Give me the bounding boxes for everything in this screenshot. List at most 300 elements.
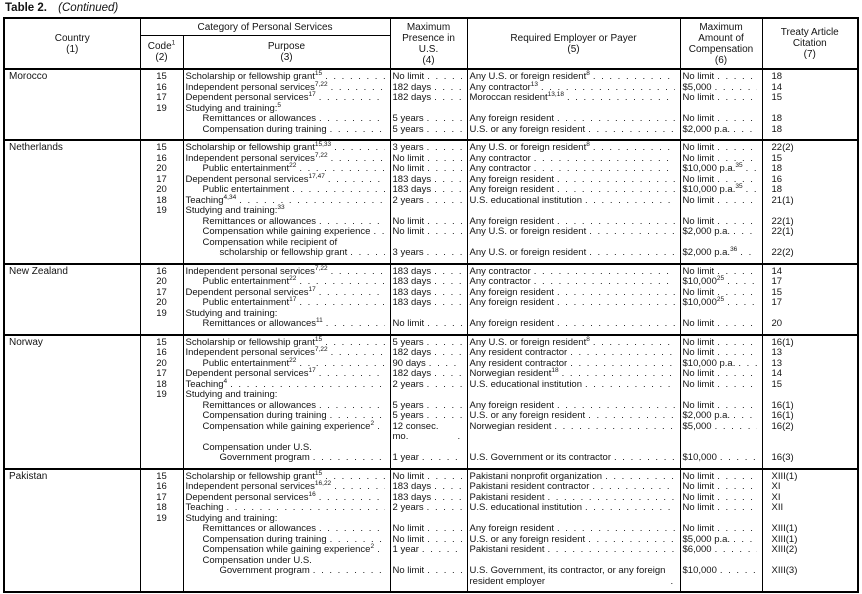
- presence-text: 182 days: [392, 92, 432, 103]
- dot-leader: [331, 83, 385, 94]
- compensation-cell: [680, 206, 762, 217]
- compensation-cell: [680, 182, 762, 196]
- employer-text: U.S. or any foreign resident: [469, 410, 586, 421]
- dot-leader: [671, 577, 675, 588]
- employer-text: Any foreign resident: [469, 297, 555, 308]
- purpose-text: Compensation while recipient of: [202, 236, 338, 248]
- header-country-num: (1): [66, 43, 79, 55]
- presence-cell: [390, 535, 467, 546]
- purpose-text: Public entertainment: [202, 184, 290, 195]
- purpose-text: Government program: [219, 452, 310, 463]
- purpose-text: Compensation while gaining experience: [202, 226, 371, 237]
- purpose-cell: [183, 542, 390, 556]
- dot-leader: [422, 545, 462, 556]
- presence-cell: [390, 369, 467, 380]
- presence-text: 182 days: [392, 347, 432, 358]
- country-section: [4, 469, 858, 593]
- dot-leader: [557, 114, 675, 125]
- dot-leader: [592, 482, 674, 493]
- treaty-value: 13: [762, 348, 858, 359]
- employer-cell: [467, 164, 680, 175]
- purpose-text: Remittances or allowances: [202, 523, 317, 534]
- employer-text: Pakistani nonprofit organization: [469, 470, 603, 482]
- dot-leader: [319, 401, 384, 412]
- treaty-value: 22(2): [762, 140, 858, 154]
- dot-leader: [427, 164, 461, 175]
- code-value: [140, 411, 183, 422]
- header-compensation: [680, 18, 762, 69]
- dot-leader: [427, 227, 461, 238]
- dot-leader: [567, 93, 675, 104]
- code-value: [140, 535, 183, 546]
- code-value: [140, 556, 183, 567]
- dot-leader: [593, 143, 675, 154]
- employer-cell: [467, 366, 680, 380]
- purpose-text: Independent personal services$^{7,22}$: [185, 151, 328, 164]
- dot-leader: [319, 493, 385, 504]
- compensation-text: No limit: [682, 368, 715, 379]
- presence-cell: [390, 125, 467, 141]
- compensation-text: No limit: [682, 71, 715, 82]
- dot-leader: [588, 411, 674, 422]
- code-value: 19: [140, 514, 183, 525]
- presence-text: No limit: [392, 226, 425, 237]
- presence-text: No limit: [392, 470, 425, 482]
- dot-leader: [738, 359, 756, 370]
- compensation-cell: [680, 196, 762, 207]
- employer-text: Any contractor: [469, 276, 531, 287]
- treaty-value: XIII(3): [762, 566, 858, 592]
- purpose-cell: [183, 69, 390, 83]
- purpose-text: Compensation under U.S.: [202, 554, 312, 566]
- presence-text: No limit: [392, 152, 425, 164]
- presence-text: 183 days: [392, 173, 432, 185]
- treaty-value: 16(1): [762, 401, 858, 412]
- purpose-text: Public entertainment$^{22}$: [202, 161, 297, 174]
- header-country-label: Country: [54, 32, 90, 44]
- code-value: 18: [140, 196, 183, 207]
- presence-cell: [390, 380, 467, 391]
- dot-leader: [727, 277, 756, 288]
- purpose-text: Public entertainment$^{17}$: [202, 295, 297, 308]
- code-value: 19: [140, 309, 183, 320]
- treaty-value: 22(1): [762, 227, 858, 238]
- dot-leader: [334, 143, 384, 154]
- purpose-cell: [183, 114, 390, 125]
- dot-leader: [313, 566, 385, 577]
- purpose-cell: [183, 161, 390, 175]
- dot-leader: [717, 380, 756, 391]
- treaty-value: 15: [762, 93, 858, 104]
- treaty-value: 14: [762, 83, 858, 94]
- code-value: [140, 566, 183, 592]
- presence-cell: [390, 503, 467, 514]
- purpose-cell: [183, 90, 390, 104]
- header-employer-num: (5): [567, 43, 580, 55]
- country-section: [4, 335, 858, 469]
- employer-text: Any foreign resident: [469, 523, 555, 534]
- compensation-text: No limit: [682, 92, 715, 103]
- compensation-text: $10,000$^{25}$: [682, 295, 725, 308]
- compensation-text: No limit: [682, 318, 715, 329]
- employer-text: U.S. educational institution: [469, 194, 582, 206]
- compensation-cell: [680, 380, 762, 391]
- dot-leader: [557, 524, 675, 535]
- compensation-text: No limit: [682, 152, 715, 164]
- code-value: [140, 319, 183, 335]
- purpose-text: Public entertainment$^{22}$: [202, 356, 297, 369]
- dot-leader: [589, 248, 674, 259]
- treaty-value: 17: [762, 277, 858, 288]
- purpose-text: Remittances or allowances: [202, 399, 317, 411]
- presence-text: 183 days: [392, 265, 432, 277]
- code-value: [140, 545, 183, 556]
- code-value: 16: [140, 264, 183, 278]
- compensation-text: No limit: [682, 523, 715, 534]
- dot-leader: [534, 277, 675, 288]
- table-row: [4, 69, 858, 83]
- dot-leader: [427, 535, 461, 546]
- treaty-value: XI: [762, 482, 858, 493]
- compensation-cell: [680, 274, 762, 288]
- presence-text: 183 days: [392, 297, 432, 308]
- code-value: 19: [140, 206, 183, 217]
- dot-leader: [319, 524, 384, 535]
- code-value: [140, 125, 183, 141]
- page-title: [5, 2, 859, 14]
- dot-leader: [330, 411, 385, 422]
- purpose-cell: [183, 479, 390, 493]
- treaty-value: XIII(1): [762, 469, 858, 483]
- dot-leader: [313, 453, 385, 464]
- treaty-value: 20: [762, 319, 858, 335]
- treaty-table: [3, 17, 859, 593]
- compensation-cell: [680, 140, 762, 154]
- purpose-text: Scholarship or fellowship grant$^{15,33}$: [185, 140, 332, 153]
- employer-text: Pakistani resident: [469, 491, 545, 503]
- treaty-value: XIII(2): [762, 545, 858, 556]
- compensation-text: No limit: [682, 113, 715, 124]
- employer-text: Any contractor: [469, 163, 531, 174]
- compensation-cell: [680, 295, 762, 309]
- dot-leader: [427, 143, 462, 154]
- presence-cell: [390, 140, 467, 154]
- presence-text: 182 days: [392, 81, 432, 93]
- compensation-cell: [680, 125, 762, 141]
- presence-text: 2 years: [392, 502, 424, 513]
- purpose-cell: [183, 411, 390, 422]
- compensation-cell: [680, 469, 762, 483]
- dot-leader: [534, 154, 675, 165]
- code-value: 20: [140, 359, 183, 370]
- compensation-text: No limit: [682, 470, 715, 482]
- employer-text: U.S. educational institution: [469, 502, 582, 513]
- purpose-cell: [183, 566, 390, 592]
- presence-text: 2 years: [392, 378, 424, 390]
- employer-cell: [467, 206, 680, 217]
- treaty-value: XIII(1): [762, 524, 858, 535]
- presence-cell: [390, 164, 467, 175]
- header-employer-label: Required Employer or Payer: [510, 32, 637, 44]
- compensation-text: No limit: [682, 286, 715, 298]
- employer-text: U.S. Government, its contractor, or any foreign resident employer: [469, 565, 666, 587]
- dot-leader: [585, 196, 675, 207]
- employer-cell: [467, 140, 680, 154]
- dot-leader: [422, 453, 462, 464]
- code-value: 17: [140, 369, 183, 380]
- treaty-value: 21(1): [762, 196, 858, 207]
- dot-leader: [330, 535, 385, 546]
- dot-leader: [715, 545, 757, 556]
- employer-text: Any U.S. or foreign resident$^8$: [469, 140, 590, 153]
- employer-cell: [467, 380, 680, 391]
- dot-leader: [434, 298, 461, 309]
- compensation-text: No limit: [682, 173, 715, 185]
- dot-leader: [377, 422, 384, 433]
- employer-text: Any foreign resident: [469, 215, 555, 227]
- purpose-text: Compensation while gaining experience$^2$: [202, 419, 375, 432]
- compensation-cell: [680, 566, 762, 592]
- code-value: 20: [140, 185, 183, 196]
- employer-cell: [467, 114, 680, 125]
- dot-leader: [733, 535, 756, 546]
- header-compensation-label: Maximum Amount of Compensation: [688, 21, 754, 55]
- employer-cell: [467, 348, 680, 359]
- table-row: [4, 264, 858, 278]
- dot-leader: [434, 267, 461, 278]
- presence-text: No limit: [392, 523, 425, 534]
- employer-text: Any contractor$^{13}$: [469, 80, 538, 93]
- code-value: [140, 524, 183, 535]
- presence-cell: [390, 482, 467, 493]
- presence-text: 5 years: [392, 336, 424, 348]
- purpose-cell: [183, 366, 390, 380]
- compensation-cell: [680, 369, 762, 380]
- employer-cell: [467, 69, 680, 83]
- employer-cell: [467, 298, 680, 309]
- purpose-text: Remittances or allowances: [202, 215, 317, 227]
- dot-leader: [427, 411, 462, 422]
- header-treaty-num: (7): [803, 49, 816, 60]
- compensation-cell: [680, 535, 762, 546]
- presence-text: 2 years: [392, 194, 424, 206]
- treaty-value: XII: [762, 503, 858, 514]
- presence-text: 183 days: [392, 481, 432, 492]
- compensation-text: $10,000 p.a.$^{35}$: [682, 161, 743, 174]
- compensation-cell: [680, 245, 762, 264]
- header-presence-num: (4): [422, 54, 435, 66]
- dot-leader: [328, 175, 385, 186]
- presence-text: 183 days: [392, 276, 432, 287]
- employer-cell: [467, 227, 680, 238]
- employer-cell: [467, 185, 680, 196]
- presence-cell: [390, 227, 467, 238]
- country-name: Pakistan: [4, 469, 140, 593]
- presence-text: 90 days: [392, 357, 426, 369]
- dot-leader: [554, 422, 674, 433]
- employer-text: Any foreign resident: [469, 173, 555, 185]
- dot-leader: [299, 298, 384, 309]
- presence-text: No limit: [392, 71, 425, 82]
- dot-leader: [570, 348, 674, 359]
- code-value: 17: [140, 175, 183, 186]
- purpose-cell: [183, 419, 390, 443]
- compensation-cell: [680, 335, 762, 349]
- dot-leader: [434, 185, 461, 196]
- dot-leader: [715, 83, 757, 94]
- purpose-text: Dependent personal services$^{17,47}$: [185, 172, 325, 185]
- purpose-text: Scholarship or fellowship grant$^{15}$: [185, 335, 323, 348]
- country-section: [4, 140, 858, 264]
- dot-leader: [717, 482, 756, 493]
- dot-leader: [434, 93, 461, 104]
- compensation-text: $10,000: [682, 452, 717, 463]
- dot-leader: [733, 125, 756, 136]
- purpose-cell: [183, 125, 390, 141]
- header-treaty: [762, 18, 858, 69]
- dot-leader: [717, 338, 756, 349]
- purpose-text: Independent personal services$^{16,22}$: [185, 479, 332, 492]
- presence-text: No limit: [392, 533, 425, 545]
- presence-cell: [390, 422, 467, 443]
- employer-cell: [467, 319, 680, 335]
- purpose-text: Dependent personal services$^{17}$: [185, 90, 316, 103]
- purpose-cell: [183, 248, 390, 264]
- dot-leader: [326, 319, 385, 330]
- presence-cell: [390, 264, 467, 278]
- dot-leader: [427, 319, 461, 330]
- code-value: 15: [140, 140, 183, 154]
- compensation-cell: [680, 114, 762, 125]
- treaty-value: 16(1): [762, 335, 858, 349]
- dot-leader: [733, 227, 756, 238]
- dot-leader: [330, 125, 385, 136]
- dot-leader: [325, 72, 384, 83]
- dot-leader: [427, 248, 462, 259]
- code-value: 16: [140, 348, 183, 359]
- dot-leader: [534, 164, 675, 175]
- dot-leader: [588, 125, 674, 136]
- purpose-text: Compensation while gaining experience$^2$: [202, 542, 375, 555]
- table-continued-label: (Continued): [58, 2, 119, 14]
- purpose-text: Remittances or allowances$^{11}$: [202, 316, 323, 329]
- employer-text: Any resident contractor: [469, 357, 568, 369]
- treaty-value: 18: [762, 114, 858, 125]
- dot-leader: [585, 380, 675, 391]
- treaty-value: 16(1): [762, 411, 858, 422]
- dot-leader: [534, 267, 675, 278]
- presence-text: 3 years: [392, 247, 424, 258]
- compensation-text: $6,000: [682, 544, 712, 555]
- purpose-cell: [183, 453, 390, 469]
- dot-leader: [717, 93, 756, 104]
- code-value: [140, 227, 183, 238]
- presence-cell: [390, 411, 467, 422]
- presence-text: 1 year: [392, 452, 419, 463]
- code-value: 19: [140, 104, 183, 115]
- country-name: Netherlands: [4, 140, 140, 264]
- header-compensation-num: (6): [714, 54, 728, 66]
- compensation-text: No limit: [682, 265, 715, 277]
- employer-cell: [467, 469, 680, 483]
- treaty-value: XI: [762, 493, 858, 504]
- purpose-cell: [183, 316, 390, 335]
- compensation-text: No limit: [682, 336, 715, 348]
- compensation-text: No limit: [682, 142, 715, 153]
- country-name: Norway: [4, 335, 140, 469]
- employer-text: Any foreign resident: [469, 184, 555, 195]
- presence-cell: [390, 206, 467, 217]
- header-code-num: (2): [155, 52, 168, 63]
- presence-cell: [390, 185, 467, 196]
- dot-leader: [292, 185, 384, 196]
- presence-cell: [390, 453, 467, 469]
- treaty-value: 15: [762, 154, 858, 165]
- employer-text: Norwegian resident$^{18}$: [469, 366, 559, 379]
- purpose-cell: [183, 203, 390, 217]
- code-value: [140, 238, 183, 249]
- header-employer: [467, 18, 680, 69]
- employer-text: Any U.S. or foreign resident: [469, 247, 587, 258]
- presence-cell: [390, 114, 467, 125]
- purpose-text: Studying and training:$^5$: [185, 101, 282, 114]
- employer-text: U.S. educational institution: [469, 378, 582, 390]
- treaty-value: 18: [762, 164, 858, 175]
- dot-leader: [720, 453, 757, 464]
- dot-leader: [740, 248, 756, 259]
- compensation-text: No limit: [682, 399, 715, 411]
- table-row: [4, 140, 858, 154]
- presence-cell: [390, 556, 467, 567]
- dot-leader: [427, 196, 462, 207]
- employer-text: Any foreign resident: [469, 113, 555, 124]
- employer-text: Any U.S. or foreign resident$^8$: [469, 69, 590, 82]
- header-purpose: [183, 36, 390, 70]
- table-number: Table 2.: [5, 2, 47, 14]
- purpose-text: Studying and training:: [185, 389, 278, 400]
- dot-leader: [557, 319, 675, 330]
- purpose-text: Independent personal services$^{7,22}$: [185, 264, 328, 277]
- presence-text: No limit: [392, 318, 425, 329]
- dot-leader: [373, 227, 384, 238]
- employer-text: Any foreign resident: [469, 399, 555, 411]
- dot-leader: [746, 185, 757, 196]
- dot-leader: [331, 267, 385, 278]
- compensation-cell: [680, 482, 762, 493]
- treaty-value: 17: [762, 298, 858, 309]
- dot-leader: [593, 338, 675, 349]
- dot-leader: [427, 503, 462, 514]
- employer-text: Any foreign resident: [469, 318, 555, 329]
- code-value: 17: [140, 288, 183, 299]
- compensation-text: $5,000: [682, 420, 712, 432]
- treaty-value: 22(1): [762, 217, 858, 228]
- header-category: Category of Personal Services: [140, 18, 390, 36]
- treaty-value: [762, 390, 858, 401]
- presence-cell: [390, 335, 467, 349]
- compensation-text: $5,000: [682, 81, 712, 93]
- presence-text: 12 consec. mo.: [392, 420, 439, 442]
- code-value: [140, 422, 183, 443]
- employer-text: Any contractor: [469, 152, 531, 164]
- dot-leader: [434, 493, 461, 504]
- presence-cell: [390, 469, 467, 483]
- presence-cell: [390, 277, 467, 288]
- dot-leader: [434, 369, 461, 380]
- purpose-text: Dependent personal services$^{17}$: [185, 366, 316, 379]
- employer-cell: [467, 422, 680, 443]
- purpose-cell: [183, 345, 390, 359]
